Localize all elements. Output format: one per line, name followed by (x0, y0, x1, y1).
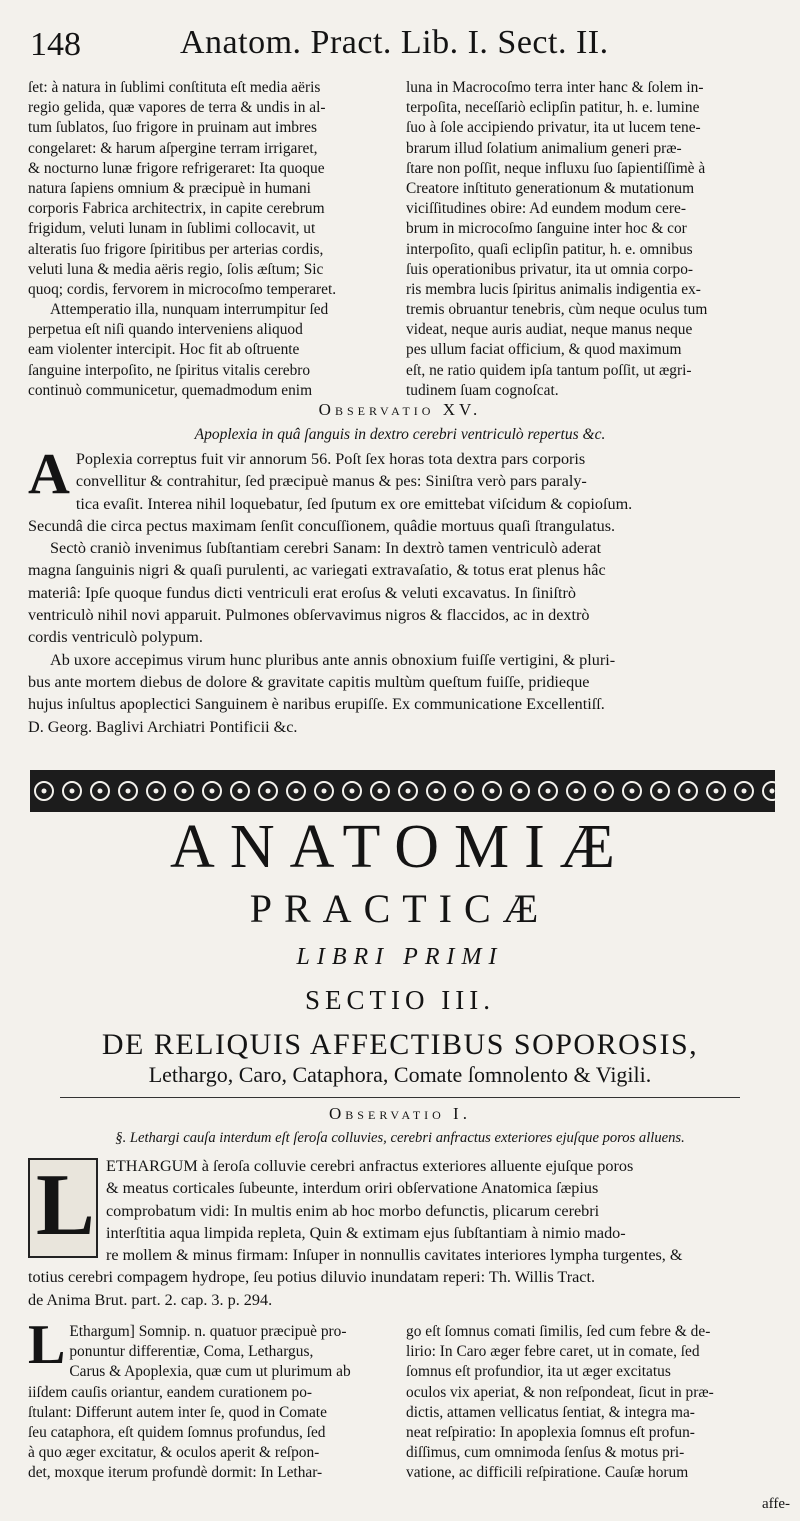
text-line: luna in Macrocoſmo terra inter hanc & ſolem in- (406, 79, 704, 96)
text-line: ſomnus eſt profundior, ita ut æger excitatus (406, 1363, 671, 1381)
text-line: & meatus corticales ſubeunte, interdum oriri obſervatione Anatomica ſæpius (106, 1179, 599, 1198)
ornament-dot (154, 789, 159, 794)
text-line: Ethargum] Somnip. n. quatuor præcipuè pro- (69, 1323, 347, 1340)
text-line: natura ſapiens omnium & præcipuè in humani (28, 179, 311, 197)
ornament-dot (322, 789, 327, 794)
observation-xv-subtitle: Apoplexia in quâ ſanguis in dextro cerebri ventriculò repertus &c. (194, 426, 606, 443)
text-line: Poplexia correptus fuit vir annorum 56. Poſt ſex horas tota dextra pars corporis (75, 450, 586, 468)
observation-i-body (28, 1155, 773, 1311)
section-title-de-reliquis: DE RELIQUIS AFFECTIBUS SOPOROSIS, (101, 1028, 699, 1061)
text-line: ſuis operationibus privatur, ita ut omnia corpo- (406, 260, 694, 278)
observation-xv-title: Observatio XV. (318, 400, 482, 419)
text-line: oculos vix aperiat, & non reſpondeat, ſicut in præ- (406, 1383, 714, 1401)
ornamental-border (30, 768, 775, 814)
text-line: perpetua eſt niſi quando interveniens aliquod (28, 321, 303, 339)
observation-i-lines (28, 1155, 773, 1311)
text-line: ſeu cataphora, eſt quidem ſomnus profundus, ſed (28, 1423, 326, 1441)
decorated-initial (28, 1158, 98, 1258)
text-line: alteratis ſuo frigore ſpiritibus per arterias cordis, (28, 240, 324, 258)
ornament-dot (686, 789, 691, 794)
text-line: Creatore inſtituto generationum & mutationum (406, 179, 695, 197)
text-line: tremis obruantur tenebris, cùm neque oculus tum (406, 301, 708, 319)
text-line: videat, neque auris audiat, neque manus neque (406, 321, 693, 339)
text-line: viciſſitudines obire: Ad eundem modum cere- (406, 200, 686, 218)
top-right-column (406, 78, 776, 401)
text-line: hujus inſultus apoplectici Sanguinem è naribus erupiſſe. Ex communicatione Excellentiſſ. (28, 695, 605, 714)
text-line: frigidum, veluti lunam in ſublimi collocavit, ut (28, 220, 316, 238)
section-title-practicae: PRACTICÆ (249, 886, 551, 931)
text-line: ſtare non poſſit, neque influxu ſuo ſapientiſſimè à (406, 159, 706, 177)
text-line: convellitur & contrahitur, ſed præcipuè manus & pes: Siniſtra verò pars paraly- (75, 472, 587, 491)
top-columns (28, 78, 776, 401)
text-line: Secundâ die circa pectus maximam ſenſit concuſſionem, quâdie mortuus quaſi ſtrangulatus. (28, 516, 616, 535)
text-line: ventriculò nihil novi apparuit. Pulmones obſervavimus nigros & flaccidos, ac in dextrò (28, 606, 590, 625)
observation-xv-lines (28, 441, 773, 738)
ornament-dot (630, 789, 635, 794)
ornament-dot (238, 789, 243, 794)
text-line: diſſimus, cum omnimoda ſenſus & motus pri- (406, 1444, 685, 1462)
observation-xv-body (28, 441, 773, 738)
text-line: neat reſpiratio: In apoplexia ſomnus eſt profun- (406, 1423, 695, 1441)
text-line: brarum illud ſolatium animalium generi præ- (406, 139, 682, 157)
text-line: bus ante mortem diebus de dolore & gravitate capitis multùm queſtum fuiſſe, pridieque (28, 672, 590, 691)
text-line: interpoſito, quaſi eclipſin patitur, h. e. omnibus (406, 240, 693, 258)
ornament-dot (126, 789, 131, 794)
text-line: D. Georg. Baglivi Archiatri Pontificii &c. (28, 717, 298, 736)
ornament-dot (462, 789, 467, 794)
text-line: eſt, ne ratio quidem ipſa tantum poſſit, ut ægri- (406, 361, 692, 379)
page-number: 148 (30, 26, 81, 63)
text-line: tica evaſit. Interea nihil loquebatur, ſed ſputum ex ore emittebat viſcidum & copioſum. (75, 494, 633, 513)
ornament-dot (714, 789, 719, 794)
text-line: ſuo à ſole accipiendo privatur, ita ut lucem tene- (406, 119, 701, 137)
observation-i-subtitle: §. Lethargi cauſa interdum eſt ſeroſa colluvies, cerebri anfractus exteriores ejuſque poros alluens. (115, 1130, 685, 1146)
ornament-dot (574, 789, 579, 794)
ornament-dot (770, 789, 775, 794)
text-line: lirio: In Caro æger febre caret, ut in comate, ſed (406, 1343, 700, 1361)
page-header (30, 22, 770, 72)
text-line: congelaret: & harum aſpergine terram irrigaret, (28, 139, 318, 157)
section-title-libri: LIBRI PRIMI (296, 944, 504, 970)
text-line: à quo æger excitatur, & oculos aperit & reſpon- (28, 1444, 320, 1462)
text-line: pes ullum faciat officium, & quod maximum (406, 341, 682, 359)
ornament-dot (658, 789, 663, 794)
text-line: corporis Fabrica architectrix, in capite cerebrum (28, 200, 325, 218)
text-line: quoq; cordis, fervorem in microcoſmo temperaret. (28, 280, 337, 298)
text-line: ris membra lucis ſpiritus animalis indigentia ex- (406, 280, 701, 298)
ornament-dot (98, 789, 103, 794)
ornament-dot (350, 789, 355, 794)
bottom-left-column (28, 1314, 398, 1484)
bottom-right-column (406, 1322, 776, 1484)
text-line: det, moxque iterum profundè dormit: In Lethar- (28, 1464, 323, 1482)
ornament-dot (546, 789, 551, 794)
section-title-sectio: SECTIO III. (305, 985, 495, 1015)
text-line: dictis, attamen vellicatus ſentiat, & integra ma- (406, 1403, 695, 1421)
text-line: Ab uxore accepimus virum hunc pluribus ante annis obnoxium fuiſſe vertigini, & pluri- (50, 650, 616, 669)
text-line: ETHARGUM à ſeroſa colluvie cerebri anfractus exteriores alluente ejuſque poros (106, 1157, 634, 1175)
text-line: interſtitia aqua limpida repleta, Quin & extimam ejus ſubſtantiam à nimio mado- (106, 1223, 626, 1242)
text-line: ponuntur differentiæ, Coma, Lethargus, (69, 1343, 314, 1361)
text-line: Carus & Apoplexia, quæ cum ut plurimum ab (69, 1363, 351, 1381)
catchword: affe- (761, 1496, 790, 1512)
section-title-anatomiae: ANATOMIÆ (170, 813, 630, 881)
text-line: de Anima Brut. part. 2. cap. 3. p. 294. (28, 1290, 273, 1309)
bottom-columns (28, 1314, 776, 1484)
text-line: re mollem & minus firmam: Inſuper in nonnullis cavitates interiores lympha turgentes, & (106, 1246, 683, 1265)
text-line: terpoſita, neceſſariò eclipſin patitur, h. e. lumine (406, 99, 700, 117)
top-left-column (28, 78, 398, 401)
drop-cap: A (28, 441, 70, 506)
ornament-dot (742, 789, 747, 794)
text-line: vatione, ac difficili reſpiratione. Cauſæ horum (406, 1464, 689, 1482)
ornament-dot (42, 789, 47, 794)
observation-i-title: Observatio I. (329, 1104, 471, 1123)
text-line: veluti luna & media aëris regio, ſolis æſtum; Sic (28, 260, 324, 278)
text-line: brum in microcoſmo ſanguine inter hoc & cor (406, 220, 687, 238)
text-line: magna ſanguinis nigri & quaſi purulenti, ac variegati extravaſatio, & totus erat plenus hâc (28, 561, 606, 580)
text-line: totius cerebri compagem hydrope, ſeu potius diluvio inundatam reperi: Th. Willis Tract. (28, 1268, 596, 1287)
ornament-dot (210, 789, 215, 794)
text-line: iiſdem cauſis oriantur, eandem curationem po- (28, 1383, 313, 1401)
ornament-dot (434, 789, 439, 794)
text-line: comprobatum vidi: In multis enim ab hoc morbo defunctis, plicarum cerebri (106, 1201, 600, 1220)
text-line: cordis ventriculò polypum. (28, 628, 203, 647)
ornament-dot (518, 789, 523, 794)
text-line: regio gelida, quæ vapores de terra & undis in al- (28, 99, 326, 117)
text-line: Attemperatio illa, nunquam interrumpitur ſed (50, 301, 329, 319)
text-line: & nocturno lunæ frigore refrigeraret: Ita quoque (28, 159, 325, 177)
text-line: ſtulant: Differunt autem inter ſe, quod in Comate (28, 1403, 327, 1421)
text-line: tudinem ſuam cognoſcat. (406, 381, 559, 399)
text-line: continuò communicetur, quemadmodum enim (28, 381, 313, 399)
bottom-drop-cap: L (28, 1314, 66, 1376)
divider-rule (60, 1097, 740, 1098)
ornament-dot (406, 789, 411, 794)
ornament-dot (182, 789, 187, 794)
section-title-lethargo: Lethargo, Caro, Cataphora, Comate ſomnolento & Vigili. (148, 1062, 652, 1087)
ornament-dot (490, 789, 495, 794)
ornament-dot (266, 789, 271, 794)
text-line: go eſt ſomnus comati ſimilis, ſed cum febre & de- (406, 1323, 711, 1340)
text-line: eam violenter intercipit. Hoc fit ab oſtruente (28, 341, 300, 359)
running-title: Anatom. Pract. Lib. I. Sect. II. (180, 24, 609, 61)
text-line: Sectò craniò invenimus ſubſtantiam cerebri Sanam: In dextrò tamen ventriculò aderat (50, 539, 602, 558)
text-line: ſanguine interpoſito, ne ſpiritus vitalis cerebro (28, 361, 311, 379)
ornament-dot (70, 789, 75, 794)
text-line: materiâ: Ipſe quoque fundus dicti ventriculi erat eroſus & veluti excavatus. In ſiniſtrò (28, 583, 576, 602)
text-line: tum ſublatos, ſuo frigore in pruinam aut imbres (28, 119, 317, 137)
ornament-dot (602, 789, 607, 794)
initial-letter: L (36, 1157, 95, 1254)
text-line: ſet: à natura in ſublimi conſtituta eſt media aëris (28, 79, 321, 96)
ornament-dot (378, 789, 383, 794)
ornament-dot (294, 789, 299, 794)
